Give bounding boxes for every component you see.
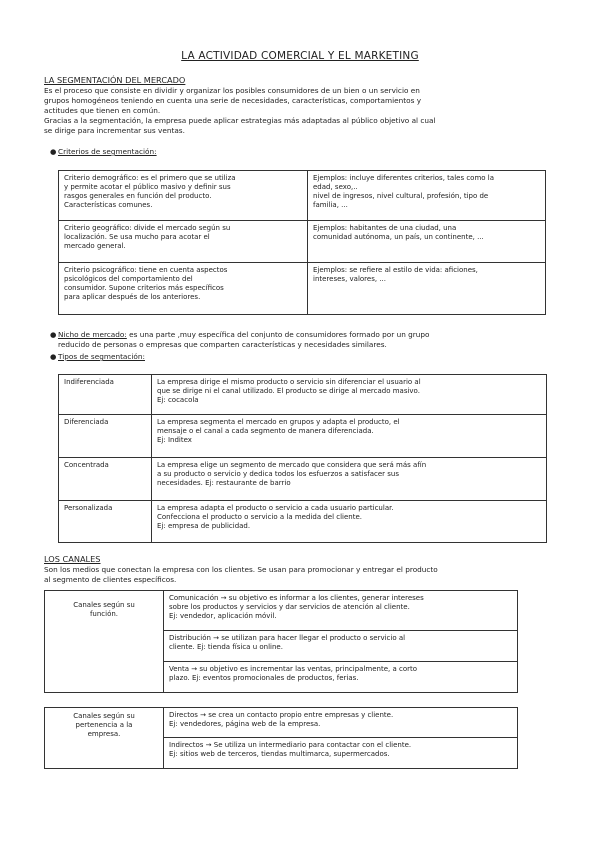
bullet-nicho	[50, 330, 550, 350]
tipo-name: Personalizada	[64, 504, 113, 512]
criterios-table	[58, 170, 546, 315]
nicho-label: Nicho de mercado:	[58, 330, 127, 339]
page-title: LA ACTIVIDAD COMERCIAL Y EL MARKETING	[181, 50, 419, 62]
cell-line: psicológicos del comportamiento del	[64, 275, 193, 283]
table-row	[59, 501, 547, 543]
canales-pertenencia-table	[44, 707, 518, 769]
cell-line: Ej: empresa de publicidad.	[157, 522, 251, 530]
cell-line: y permite acotar el público masivo y definir sus	[64, 183, 231, 191]
cell-line: mensaje o el canal a cada segmento de manera diferenciada.	[157, 427, 374, 435]
cell-line: familia, ...	[313, 201, 348, 209]
cell-line: Canales según su	[73, 601, 135, 609]
bullet-dot: ●	[50, 147, 57, 156]
cell-line: La empresa dirige el mismo producto o servicio sin diferenciar el usuario al	[157, 378, 421, 386]
cell-line: Distribución → se utilizan para hacer llegar el producto o servicio al	[169, 634, 406, 642]
cell-line: empresa.	[87, 730, 121, 738]
cell-line: Características comunes.	[64, 201, 153, 209]
cell-line: Ejemplos: habitantes de una ciudad, una	[313, 224, 457, 232]
tipo-name: Diferenciada	[64, 418, 109, 426]
segmentacion-intro	[44, 86, 564, 136]
cell-line: Comunicación → su objetivo es informar a los clientes, generar intereses	[169, 594, 424, 602]
cell-line: Ej: vendedor, aplicación móvil.	[169, 612, 277, 620]
tipo-name: Indiferenciada	[64, 378, 114, 386]
cell-line: localización. Se usa mucho para acotar el	[64, 233, 210, 241]
cell-line: comunidad autónoma, un país, un continente, ...	[313, 233, 484, 241]
cell-line: La empresa segmenta el mercado en grupos y adapta el producto, el	[157, 418, 400, 426]
canales-funcion-table	[44, 590, 518, 693]
table-row	[45, 591, 518, 631]
cell-line: Criterio geográfico: divide el mercado según su	[64, 224, 231, 232]
cell-line: Confecciona el producto o servicio a la medida del cliente.	[157, 513, 363, 521]
table-row	[59, 221, 546, 263]
cell-line: edad, sexo,..	[313, 183, 358, 191]
cell-line: Ejemplos: se refiere al estilo de vida: aficiones,	[313, 266, 478, 274]
cell-line: plazo. Ej: eventos promocionales de productos, ferias.	[169, 674, 359, 682]
cell-line: a su producto o servicio y dedica todos los esfuerzos a satisfacer sus	[157, 470, 399, 478]
cell-line: nivel de ingresos, nivel cultural, profesión, tipo de	[313, 192, 489, 200]
cell-line: Criterio demográfico: es el primero que se utiliza	[64, 174, 236, 182]
cell-line: intereses, valores, ...	[313, 275, 386, 283]
table-row	[59, 375, 547, 415]
tipos-table	[58, 374, 547, 543]
tipo-name: Concentrada	[64, 461, 109, 469]
table-cell	[59, 263, 308, 315]
table-cell	[164, 662, 518, 693]
table-cell	[152, 501, 547, 543]
table-cell	[152, 375, 547, 415]
cell-line: Indirectos → Se utiliza un intermediario para contactar con el cliente.	[169, 741, 412, 749]
table-row	[59, 415, 547, 458]
table-cell	[59, 415, 152, 458]
intro-line: grupos homogéneos teniendo en cuenta una serie de necesidades, características, comportamientos y	[44, 96, 422, 105]
intro-line: al segmento de clientes específicos.	[44, 575, 177, 584]
intro-line: Son los medios que conectan la empresa con los clientes. Se usan para promocionar y entregar el producto	[44, 565, 438, 574]
table-cell	[164, 591, 518, 631]
table-cell	[164, 708, 518, 738]
cell-line: pertenencia a la	[75, 721, 133, 729]
cell-line: Criterio psicográfico: tiene en cuenta aspectos	[64, 266, 228, 274]
table-row	[59, 458, 547, 501]
cell-line: Ejemplos: incluye diferentes criterios, tales como la	[313, 174, 495, 182]
table-cell	[164, 738, 518, 769]
bullet-dot: ●	[50, 352, 57, 361]
cell-line: Venta → su objetivo es incrementar las ventas, principalmente, a corto	[169, 665, 418, 673]
canales-intro	[44, 565, 574, 585]
table-row	[45, 708, 518, 738]
cell-line: sobre los productos y servicios y dar servicios de atención al cliente.	[169, 603, 410, 611]
bullet-dot: ●	[50, 330, 57, 339]
cell-line: para aplicar después de los anteriores.	[64, 293, 201, 301]
table-cell	[152, 415, 547, 458]
cell-line: que se dirige ni el canal utilizado. El producto se dirige al mercado masivo.	[157, 387, 420, 395]
intro-line: Gracias a la segmentación, la empresa puede aplicar estrategias más adaptadas al público objetivo al cual	[44, 116, 436, 125]
cell-line: función.	[89, 610, 119, 618]
cell-line: Directos → se crea un contacto propio entre empresas y cliente.	[169, 711, 394, 719]
table-cell	[59, 375, 152, 415]
table-cell	[45, 591, 164, 693]
cell-line: La empresa elige un segmento de mercado que considera que será más afín	[157, 461, 427, 469]
table-cell	[308, 263, 546, 315]
cell-line: Ej: sitios web de terceros, tiendas multimarca, supermercados.	[169, 750, 390, 758]
table-cell	[164, 631, 518, 662]
section-heading-segmentacion: LA SEGMENTACIÓN DEL MERCADO	[44, 75, 186, 85]
bullet-tipos	[50, 352, 145, 362]
section-heading-canales: LOS CANALES	[44, 554, 101, 564]
intro-line: actitudes que tienen en común.	[44, 106, 161, 115]
table-cell	[59, 458, 152, 501]
cell-line: Canales según su	[73, 712, 135, 720]
criterios-label: Criterios de segmentación:	[58, 147, 157, 156]
cell-line: mercado general.	[64, 242, 126, 250]
table-cell	[59, 171, 308, 221]
table-cell	[59, 221, 308, 263]
cell-line: rasgos generales en función del producto.	[64, 192, 212, 200]
cell-line: La empresa adapta el producto o servicio a cada usuario particular.	[157, 504, 394, 512]
cell-line: Ej: vendedores, página web de la empresa.	[169, 720, 321, 728]
nicho-text: reducido de personas o empresas que comparten características y necesidades similares.	[58, 340, 387, 349]
table-cell	[152, 458, 547, 501]
table-row	[59, 263, 546, 315]
nicho-text: es una parte ,muy específica del conjunto de consumidores formado por un grupo	[126, 330, 430, 339]
bullet-criterios	[50, 147, 157, 157]
intro-line: Es el proceso que consiste en dividir y organizar los posibles consumidores de un bien o un servicio en	[44, 86, 420, 95]
table-cell	[308, 221, 546, 263]
table-cell	[308, 171, 546, 221]
cell-line: cliente. Ej: tienda física u online.	[169, 643, 283, 651]
cell-line: consumidor. Supone criterios más específicos	[64, 284, 224, 292]
cell-line: necesidades. Ej: restaurante de barrio	[157, 479, 291, 487]
tipos-label: Tipos de segmentación:	[58, 352, 145, 361]
table-row	[59, 171, 546, 221]
table-cell	[59, 501, 152, 543]
cell-line: Ej: Inditex	[157, 436, 192, 444]
table-cell	[45, 708, 164, 769]
intro-line: se dirige para incrementar sus ventas.	[44, 126, 185, 135]
cell-line: Ej: cocacola	[157, 396, 199, 404]
